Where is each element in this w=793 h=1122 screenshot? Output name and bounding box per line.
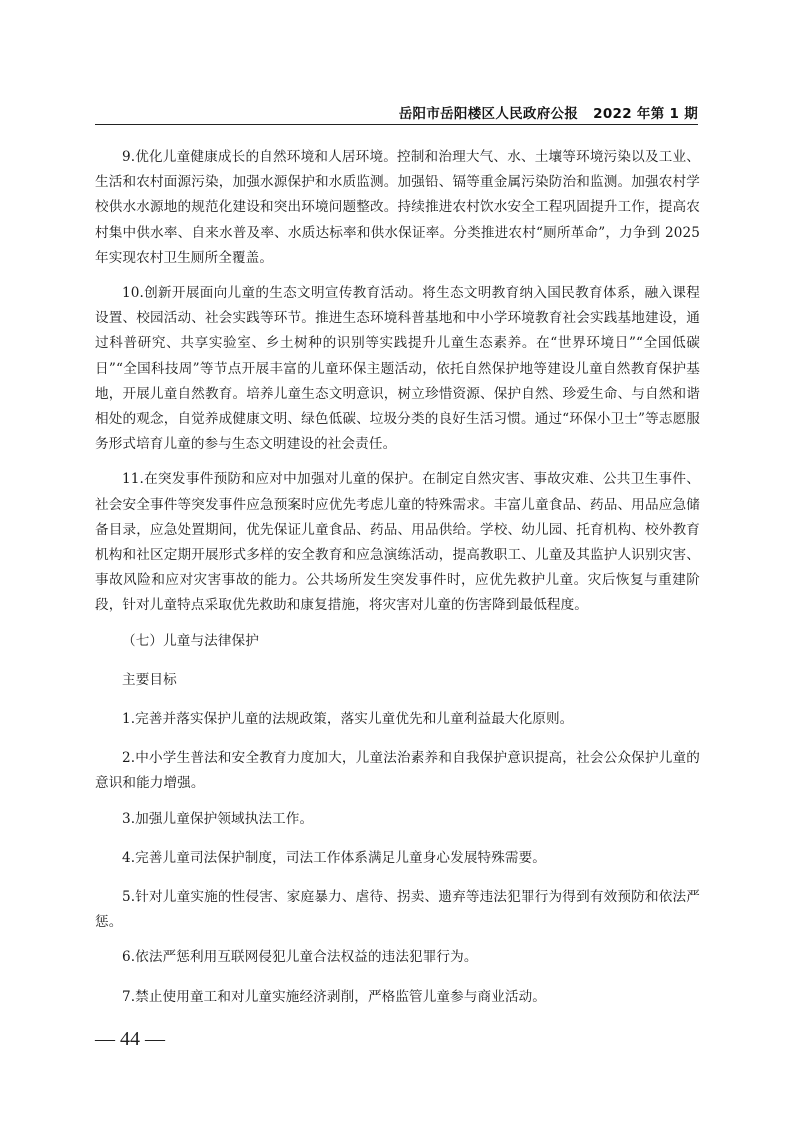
gazette-title: 岳阳市岳阳楼区人民政府公报 [398,106,579,122]
document-body [95,145,700,1024]
section-heading-legal-protection: （七）儿童与法律保护 [122,632,259,649]
goal-item-5: 5.针对儿童实施的性侵害、家庭暴力、虐待、拐卖、遗弃等违法犯罪行为得到有效预防和依法严惩。 [95,889,700,931]
goal-item-1: 1.完善并落实保护儿童的法规政策，落实儿童优先和儿童利益最大化原则。 [122,711,574,728]
goal-item-7: 7.禁止使用童工和对儿童实施经济剥削，严格监管儿童参与商业活动。 [122,988,546,1005]
paragraph-item-9: 9.优化儿童健康成长的自然环境和人居环境。控制和治理大气、水、土壤等环境污染以及工业、生活和农村面源污染，加强水源保护和水质监测。加强铅、镉等重金属污染防治和监测。加强农村学校供水水源地的规范化建设和突出环境问题整改。持续推进农村饮水安全工程巩固提升工作，提高农村集中供水率、自来水普及率、水质达标率和供水保证率。分类推进农村“厕所革命”，力争到 2025 年实现农村卫生厕所全覆盖。 [95,149,700,266]
page-number: — 44 — [95,1028,165,1050]
main-goals-heading: 主要目标 [122,671,177,688]
goal-item-6: 6.依法严惩利用互联网侵犯儿童合法权益的违法犯罪行为。 [122,949,478,966]
header-text [399,102,698,122]
issue-label: 2022 年第 1 期 [593,106,698,122]
paragraph-item-10: 10.创新开展面向儿童的生态文明宣传教育活动。将生态文明教育纳入国民教育体系，融入课程设置、校园活动、社会实践等环节。推进生态环境科普基地和中小学环境教育社会实践基地建设，通过科普研究、共享实验室、乡土树种的识别等实践提升儿童生态素养。在“世界环境日”“全国低碳日”“全国科技周”等节点开展丰富的儿童环保主题活动，依托自然保护地等建设儿童自然教育保护基地，开展儿童自然教育。培养儿童生态文明意识，树立珍惜资源、保护自然、珍爱生命、与自然和谐相处的观念，自觉养成健康文明、绿色低碳、垃圾分类的良好生活习惯。通过“环保小卫士”等志愿服务形式培育儿童的参与生态文明建设的社会责任。 [95,285,700,453]
goal-item-3: 3.加强儿童保护领域执法工作。 [122,810,314,827]
goal-item-4: 4.完善儿童司法保护制度，司法工作体系满足儿童身心发展特殊需要。 [122,849,546,866]
page-header [95,102,698,125]
goal-item-2: 2.中小学生普法和安全教育力度加大，儿童法治素养和自我保护意识提高，社会公众保护儿童的意识和能力增强。 [95,750,700,792]
paragraph-item-11: 11.在突发事件预防和应对中加强对儿童的保护。在制定自然灾害、事故灾难、公共卫生事件、社会安全事件等突发事件应急预案时应优先考虑儿童的特殊需求。丰富儿童食品、药品、用品应急储备目录，应急处置期间，优先保证儿童食品、药品、用品供给。学校、幼儿园、托育机构、校外教育机构和社区定期开展形式多样的安全教育和应急演练活动，提高教职工、儿童及其监护人识别灾害、事故风险和应对灾害事故的能力。公共场所发生突发事件时，应优先救护儿童。灾后恢复与重建阶段，针对儿童特点采取优先救助和康复措施，将灾害对儿童的伤害降到最低程度。 [95,471,700,614]
